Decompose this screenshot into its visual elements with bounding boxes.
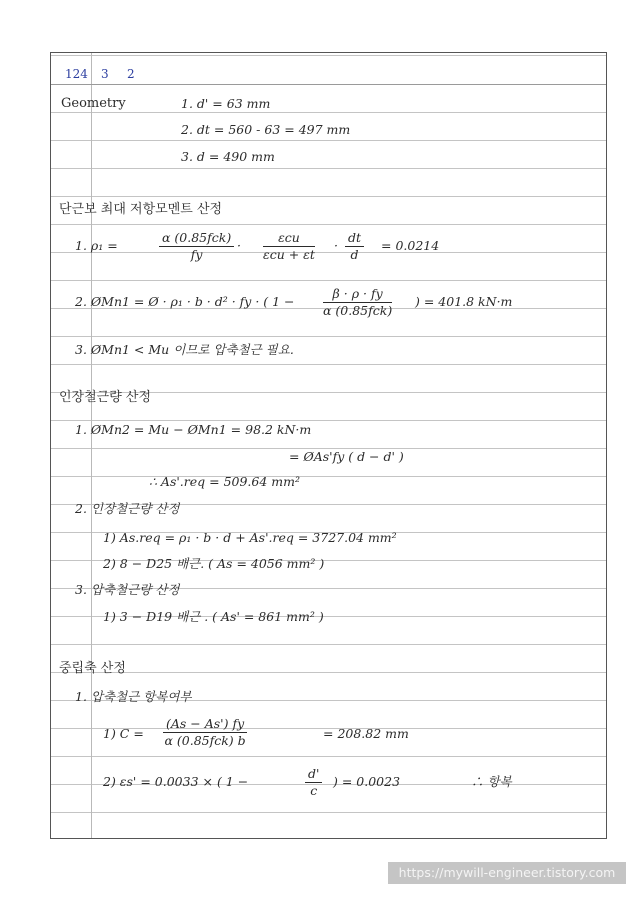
geometry-line-1: 1. d' = 63 mm (181, 96, 271, 111)
header-number-2: 3 (101, 67, 109, 81)
es-lhs: 2) εs' = 0.0033 × ( 1 − (103, 774, 249, 789)
mn1-lhs: 2. ØMn1 = Ø · ρ₁ · b · d² · fy · ( 1 − (75, 294, 295, 309)
mn1-fraction (323, 287, 392, 318)
c-fraction (163, 717, 247, 748)
as-prime-req: ∴ As'.req = 509.64 mm² (149, 474, 301, 489)
mn2-line: 1. ØMn2 = Mu − ØMn1 = 98.2 kN·m (75, 422, 312, 437)
rho-fraction-2 (263, 231, 315, 262)
es-fraction (305, 767, 322, 798)
rho-fraction-1-den: fy (190, 247, 203, 262)
rho-dot-2: · (334, 238, 338, 253)
c-fraction-den: α (0.85fck) b (164, 733, 246, 748)
mn1-fraction-den: α (0.85fck) (323, 303, 393, 318)
rho-fraction-3 (345, 231, 364, 262)
subsection-yield-heading: 1. 압축철근 항복여부 (75, 689, 192, 704)
tension-rebar-line: 2) 8 − D25 배근. ( As = 4056 mm² ) (103, 556, 325, 571)
section-1-heading: 단근보 최대 저항모멘트 산정 (59, 202, 223, 217)
geometry-line-2: 2. dt = 560 - 63 = 497 mm (181, 122, 351, 137)
header-number-1: 124 (65, 67, 88, 81)
header-number-3: 2 (127, 67, 135, 81)
rho-fraction-2-den: εcu + εt (263, 247, 315, 262)
rho-fraction-1 (159, 231, 234, 262)
es-note: ∴ 항복 (471, 774, 512, 789)
section-1-line-3: 3. ØMn1 < Mu 이므로 압축철근 필요. (75, 342, 294, 357)
es-fraction-num: d' (305, 767, 322, 783)
as-req-line: 1) As.req = ρ₁ · b · d + As'.req = 3727.04 mm² (103, 530, 397, 545)
rho-fraction-2-num: εcu (263, 231, 315, 247)
subsection-2-heading: 2. 인장철근량 산정 (75, 501, 180, 516)
c-fraction-num: (As − As') fy (163, 717, 247, 733)
mn2-equation: = ØAs'fy ( d − d' ) (289, 449, 404, 464)
rho-fraction-3-num: dt (345, 231, 364, 247)
watermark: https://mywill-engineer.tistory.com (388, 862, 626, 884)
rho-result: = 0.0214 (381, 238, 440, 253)
geometry-heading: Geometry (61, 96, 126, 111)
section-2-heading: 인장철근량 산정 (59, 390, 152, 405)
c-lhs: 1) C = (103, 726, 144, 741)
section-3-heading: 중립축 산정 (59, 661, 126, 676)
es-result: ) = 0.0023 (333, 774, 401, 789)
rho-lhs: 1. ρ₁ = (75, 238, 118, 253)
subsection-3-heading: 3. 압축철근량 산정 (75, 582, 180, 597)
mn1-result: ) = 401.8 kN·m (415, 294, 513, 309)
rho-fraction-1-num: α (0.85fck) (159, 231, 234, 247)
notebook-page (50, 52, 607, 839)
compression-rebar-line: 1) 3 − D19 배근 . ( As' = 861 mm² ) (103, 609, 324, 624)
es-fraction-den: c (310, 783, 318, 798)
rho-dot-1: · (237, 238, 241, 253)
geometry-line-3: 3. d = 490 mm (181, 149, 275, 164)
rho-fraction-3-den: d (350, 247, 359, 262)
mn1-fraction-num: β · ρ · fy (323, 287, 392, 303)
c-result: = 208.82 mm (323, 726, 409, 741)
